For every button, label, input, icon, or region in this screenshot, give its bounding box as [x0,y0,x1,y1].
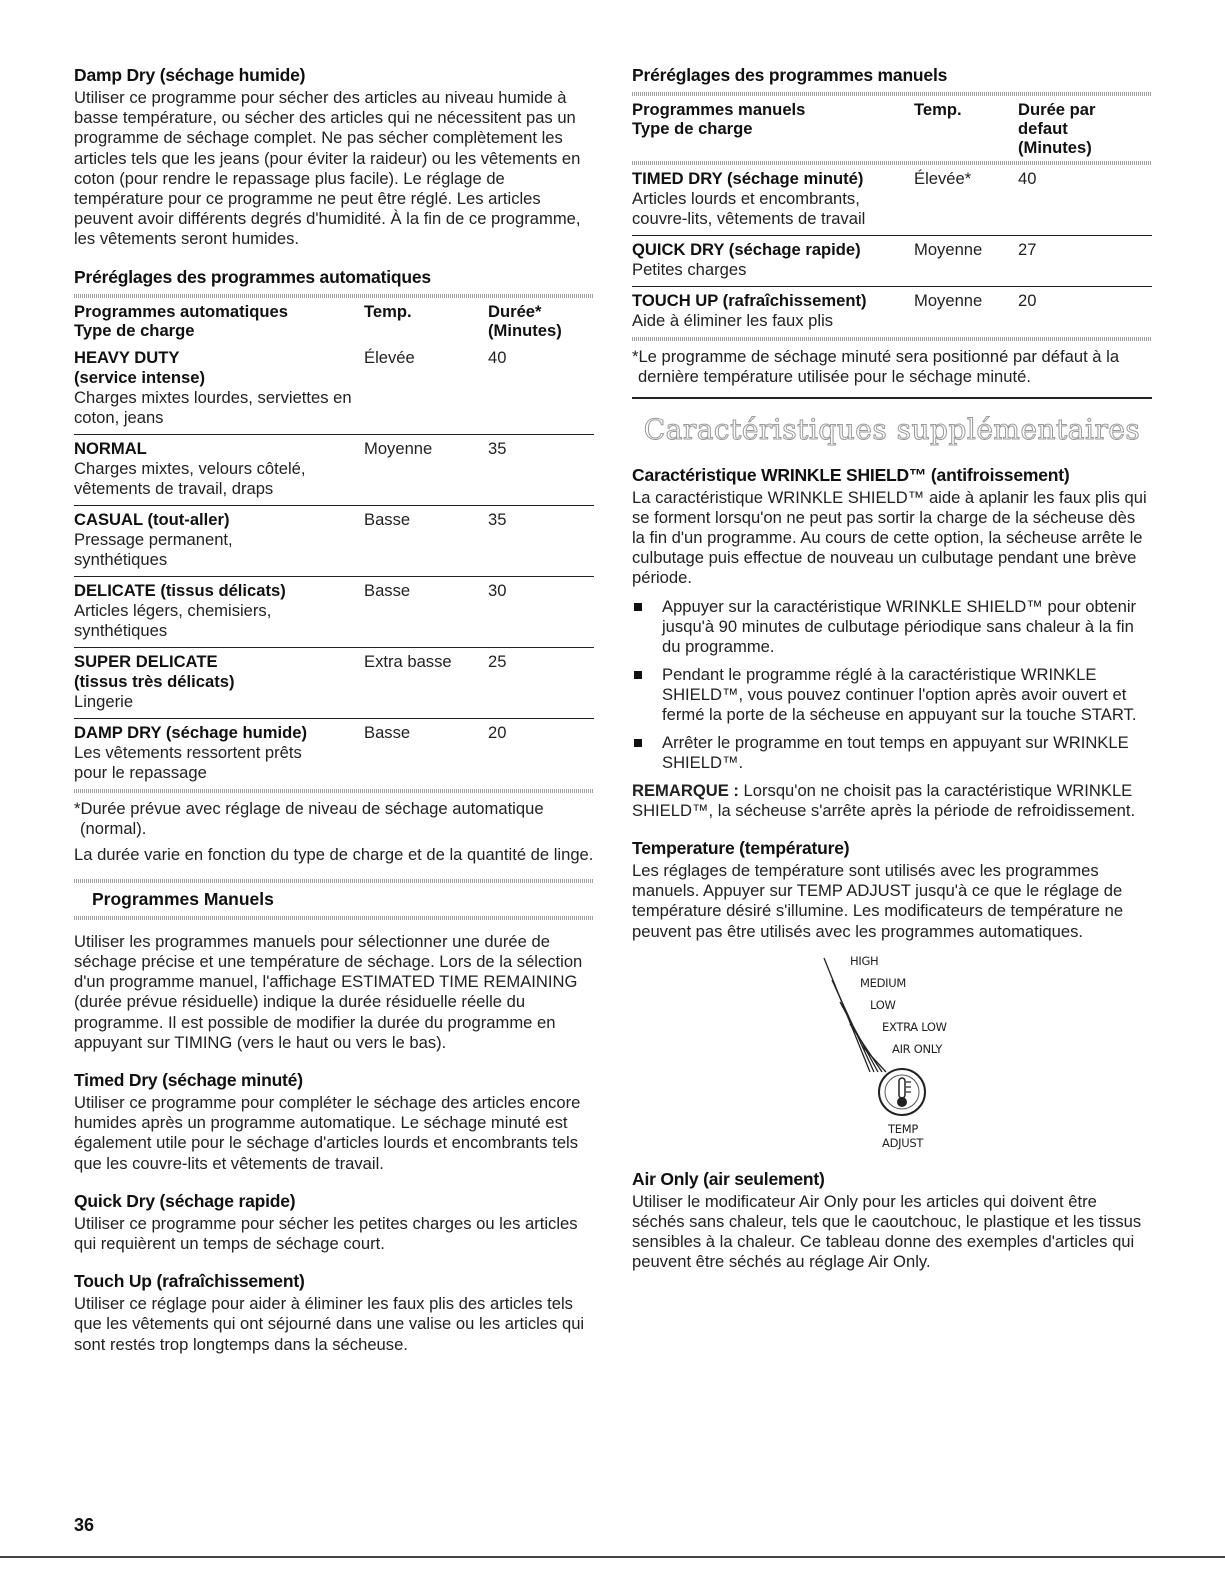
col-header-program [632,96,914,161]
damp-dry-heading: Damp Dry (séchage humide) [74,65,306,85]
page-bottom-rule [0,1556,1225,1558]
auto-presets-heading: Préréglages des programmes automatiques [74,266,431,287]
remark-text: Lorsqu'on ne choisit pas la caractéristique WRINKLE SHIELD™, la sécheuse s'arrête après la période de refroidissement. [632,780,1136,820]
temp-level-label: AIR ONLY [892,1041,943,1056]
table-footnote: *Durée prévue avec réglage de niveau de séchage automatique (normal). [74,798,544,838]
table-row [74,344,594,435]
duration-cell: 25 [488,647,594,718]
table-row [74,505,594,576]
manual-presets-body [632,165,1152,337]
list-item-text: Appuyer sur la caractéristique WRINKLE SHIELD™ pour obtenir jusqu'à 90 minutes de culbutage périodique sans chaleur à la fin du programme. [662,596,1137,656]
program-cell [74,718,364,789]
temp-adjust-button[interactable] [879,1069,925,1115]
manual-programs-section [74,879,594,1053]
program-name: SUPER DELICATE [74,651,218,671]
duration-cell: 27 [1018,236,1152,287]
header-line: Programmes automatiques [74,301,288,321]
right-column [632,64,1152,1289]
air-only-heading: Air Only (air seulement) [632,1168,825,1189]
table-header-row [74,298,594,344]
header-line: Type de charge [632,119,753,138]
table-row [74,576,594,647]
col-header-duration [488,298,594,344]
program-name: HEAVY DUTY [74,347,180,367]
damp-dry-body: Utiliser ce programme pour sécher des articles au niveau humide à basse température, ou sécher des articles qui ne nécessitent pas un programme de séchage complet. Ne pas sécher complètement les articles tels que les jeans (pour éviter la raideur) ou les vêtements en coton (pour rendre le repassage plus facile). Le réglage de température pour ce programme ne peut être réglé. Les articles peuvent avoir différents degrés d'humidité. À la fin de ce programme, les vêtements seront humides. [74,88,581,249]
temp-cell: Basse [364,722,411,742]
col-header-duration [1018,96,1152,161]
header-line: Durée par [1018,100,1096,119]
header-line: Type de charge [74,320,195,340]
col-header-temp: Temp. [364,301,412,321]
remark [632,781,1152,821]
duration-cell: 30 [488,576,594,647]
timed-dry-section [74,1069,594,1174]
duration-cell: 35 [488,434,594,505]
col-header-temp: Temp. [914,100,962,119]
temperature-section [632,837,1152,1154]
program-name: QUICK DRY (séchage rapide) [632,240,861,259]
header-line: (Minutes) [1018,138,1092,157]
bullet-icon [634,671,642,679]
touch-up-section [74,1270,594,1355]
header-line: defaut [1018,119,1068,138]
temp-level-label: EXTRA LOW [882,1019,947,1034]
program-desc: Articles légers, chemisiers, synthétiques [74,600,272,640]
temperature-body: Les réglages de température sont utilisés avec les programmes manuels. Appuyer sur TEMP ADJUST jusqu'à ce que le réglage de température désiré s'illumine. Les modificateurs de température ne peuvent pas être utilisés avec les programmes automatiques. [632,860,1124,941]
temp-cell: Extra basse [364,647,488,718]
divider [74,294,594,298]
duration-cell: 20 [488,722,507,742]
program-desc: Charges mixtes lourdes, serviettes en coton, jeans [74,387,352,427]
program-cell [74,344,364,435]
manual-programs-body: Utiliser les programmes manuels pour sélectionner une durée de séchage précise et une température de séchage. Lors de la sélection d'un programme manuel, l'affichage ESTIMATED TIME REMAINING (durée prévue résiduelle) indique la durée résiduelle réelle du programme. Il est possible de modifier la durée du programme en appuyant sur TIMING (vers le haut ou vers le bas). [74,931,583,1052]
remark-label: REMARQUE : [632,780,739,800]
temp-cell: Élevée [364,344,488,435]
program-name: CASUAL (tout-aller) [74,509,230,529]
program-desc: Charges mixtes, velours côtelé, vêtements de travail, draps [74,458,306,498]
quick-dry-section [74,1190,594,1254]
touch-up-heading: Touch Up (rafraîchissement) [74,1271,305,1292]
program-name: TIMED DRY (séchage minuté) [632,169,864,188]
program-cell [74,505,364,576]
list-item-text: Arrêter le programme en tout temps en appuyant sur WRINKLE SHIELD™. [662,732,1129,772]
bullet-icon [634,739,642,747]
program-name: DAMP DRY (séchage humide) [74,722,307,742]
program-cell [74,576,364,647]
temp-cell: Basse [364,505,488,576]
duration-cell: 35 [488,505,594,576]
duration-cell: 40 [488,344,594,435]
divider [74,916,594,920]
divider [632,337,1152,341]
timed-dry-body: Utiliser ce programme pour compléter le séchage des articles encore humides après un programme automatique. Le séchage minuté est également utile pour le séchage d'articles lourds et encombrants tels que les couvre-lits et vêtements de travail. [74,1093,581,1173]
program-name-sub: (service intense) [74,367,205,387]
additional-features-title: Caractéristiques supplémentaires [643,412,1141,446]
program-desc: Pressage permanent, synthétiques [74,529,233,569]
divider [74,879,594,883]
list-item [632,665,1152,725]
air-only-section [632,1168,1152,1273]
timed-dry-heading: Timed Dry (séchage minuté) [74,1070,303,1091]
table-row [74,434,594,505]
wrinkle-shield-heading: Caractéristique WRINKLE SHIELD™ (antifroissement) [632,464,1070,485]
temperature-heading: Temperature (température) [632,837,850,858]
program-desc: Les vêtements ressortent prêts pour le repassage [74,742,302,782]
duration-cell: 40 [1018,165,1152,236]
temp-cell: Moyenne [914,291,983,310]
table-row [632,287,1152,338]
table-row [632,165,1152,236]
header-line: (Minutes) [488,320,562,340]
divider [74,789,594,793]
manual-presets-section [632,64,1152,399]
program-cell [74,647,364,718]
divider [632,92,1152,96]
temp-cell: Élevée* [914,165,1018,236]
list-item [632,597,1152,657]
auto-presets-table [74,298,594,789]
temp-cell: Moyenne [364,434,488,505]
left-column [74,64,594,1371]
wrinkle-shield-section [632,464,1152,821]
bullet-icon [634,603,642,611]
temp-level-label: HIGH [850,953,879,968]
duration-cell: 20 [1018,291,1037,310]
quick-dry-body: Utiliser ce programme pour sécher les petites charges ou les articles qui requièrent un temps de séchage court. [74,1213,578,1254]
wrinkle-shield-list [632,597,1152,773]
manual-presets-heading: Préréglages des programmes manuels [632,65,948,85]
program-desc: Aide à éliminer les faux plis [632,311,834,330]
table-header-row [632,96,1152,161]
touch-up-body: Utiliser ce réglage pour aider à éliminer les faux plis des articles tels que les vêtements qui ont séjourné dans une valise ou les articles qui sont restés trop longtemps dans la sécheuse. [74,1294,585,1354]
program-cell [74,434,364,505]
temp-cell: Moyenne [914,236,1018,287]
table-row [74,647,594,718]
temp-adjust-label: TEMP [888,1121,918,1136]
list-item-text: Pendant le programme réglé à la caractéristique WRINKLE SHIELD™, vous pouvez continuer l'option après avoir ouvert et fermé la porte de la sécheuse en appuyant sur la touche START. [662,664,1137,724]
temp-adjust-label: ADJUST [882,1135,924,1150]
wrinkle-shield-body: La caractéristique WRINKLE SHIELD™ aide à aplanir les faux plis qui se forment lorsqu'on ne peut pas sortir la charge de la sécheuse dès la fin d'un programme. Au cours de cette option, la sécheuse arrête le culbutage puis effectue de nouveau un culbutage pendant une brève période. [632,487,1147,588]
program-desc: Articles lourds et encombrants, couvre-lits, vêtements de travail [632,189,866,228]
quick-dry-heading: Quick Dry (séchage rapide) [74,1190,296,1211]
program-desc: Petites charges [632,260,747,279]
damp-dry-section [74,64,594,250]
program-name: NORMAL [74,438,147,458]
auto-presets-section [74,266,594,865]
divider [632,161,1152,165]
program-cell [632,165,914,236]
table-footnote: *Le programme de séchage minuté sera positionné par défaut à la dernière température utilisée pour le séchage minuté. [632,347,1120,386]
temp-adjust-diagram [812,954,1012,1154]
page-number: 36 [74,1515,95,1535]
temp-level-label: LOW [870,997,896,1012]
temp-level-label: MEDIUM [860,975,906,990]
program-name-sub: (tissus très délicats) [74,671,235,691]
program-name: DELICATE (tissus délicats) [74,580,286,600]
col-header-program [74,298,364,344]
temp-cell: Basse [364,576,488,647]
program-cell [632,236,914,287]
list-item [632,733,1152,773]
header-line: Durée* [488,301,542,321]
air-only-body: Utiliser le modificateur Air Only pour les articles qui doivent être séchés sans chaleur, tels que le caoutchouc, le plastique et les tissus sensibles à la chaleur. Ce tableau donne des exemples d'articles qui peuvent être séchés au réglage Air Only. [632,1191,1142,1272]
manual-presets-table [632,96,1152,161]
program-desc: Lingerie [74,691,134,711]
table-row [74,718,594,789]
program-cell [632,287,914,338]
manual-programs-heading: Programmes Manuels [92,888,274,909]
table-row [632,236,1152,287]
table-note: La durée varie en fonction du type de charge et de la quantité de linge. [74,844,594,864]
header-line: Programmes manuels [632,100,806,119]
section-rule [632,397,1152,399]
program-name: TOUCH UP (rafraîchissement) [632,291,867,310]
